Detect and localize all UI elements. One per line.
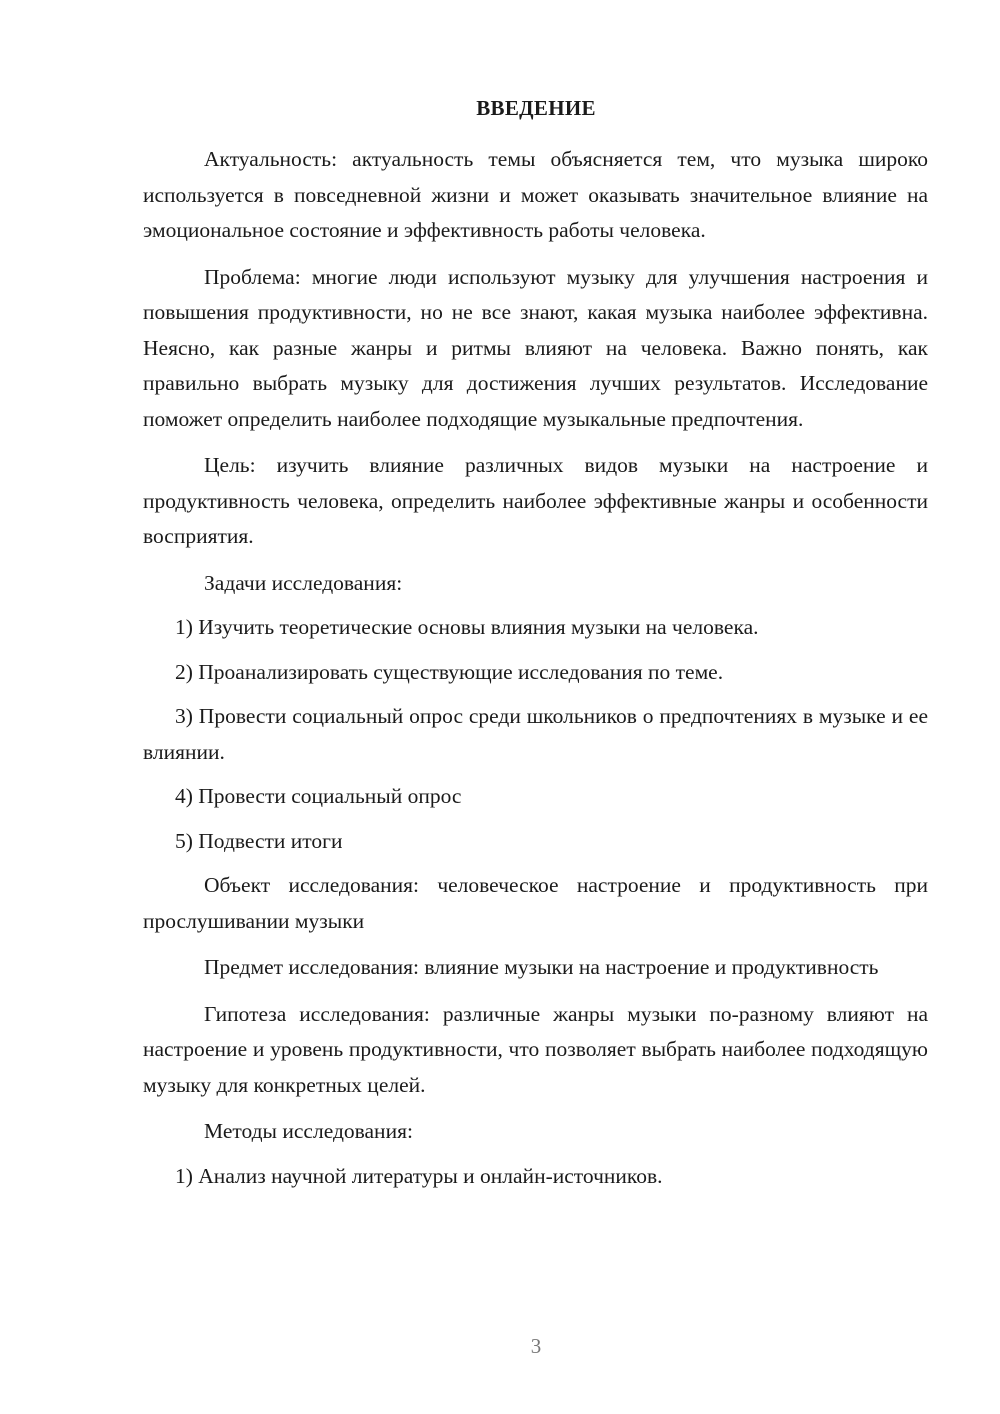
paragraph-relevance: Актуальность: актуальность темы объясняется тем, что музыка широко используется в повседневной жизни и может оказывать значительное влияние на эмоциональное состояние и эффективность работы человека.: [143, 147, 928, 242]
paragraph-problem: Проблема: многие люди используют музыку для улучшения настроения и повышения продуктивности, но не все знают, какая музыка наиболее эффективна. Неясно, как разные жанры и ритмы влияют на человека. Важно понять, как правильно выбрать музыку для достижения лучших результатов. Исследование поможет определить наиболее подходящие музыкальные предпочтения.: [143, 264, 928, 431]
task-item-3: 3) Провести социальный опрос среди школьников о предпочтениях в музыке и ее влиянии.: [143, 704, 928, 764]
paragraph-tasks-title: Задачи исследования:: [204, 570, 403, 595]
task-item-1: 1) Изучить теоретические основы влияния музыки на человека.: [175, 615, 759, 639]
task-item-4: 4) Провести социальный опрос: [175, 784, 462, 808]
paragraph-subject: Предмет исследования: влияние музыки на настроение и продуктивность: [204, 955, 879, 979]
section-heading: ВВЕДЕНИЕ: [476, 96, 596, 120]
paragraph-goal: Цель: изучить влияние различных видов музыки на настроение и продуктивность человека, определить наиболее эффективные жанры и особенности восприятия.: [143, 453, 928, 548]
task-item-2: 2) Проанализировать существующие исследования по теме.: [175, 659, 724, 684]
method-item-1: 1) Анализ научной литературы и онлайн-источников.: [175, 1163, 663, 1188]
task-item-5: 5) Подвести итоги: [175, 828, 343, 853]
body-text: [143, 142, 928, 1194]
paragraph-hypothesis: Гипотеза исследования: различные жанры музыки по-разному влияют на настроение и уровень продуктивности, что позволяет выбрать наиболее подходящую музыку для конкретных целей.: [143, 1001, 928, 1097]
paragraph-methods-title: Методы исследования:: [204, 1119, 413, 1143]
paragraph-object: Объект исследования: человеческое настроение и продуктивность при прослушивании музыки: [143, 873, 928, 933]
page-number: 3: [530, 1334, 542, 1358]
